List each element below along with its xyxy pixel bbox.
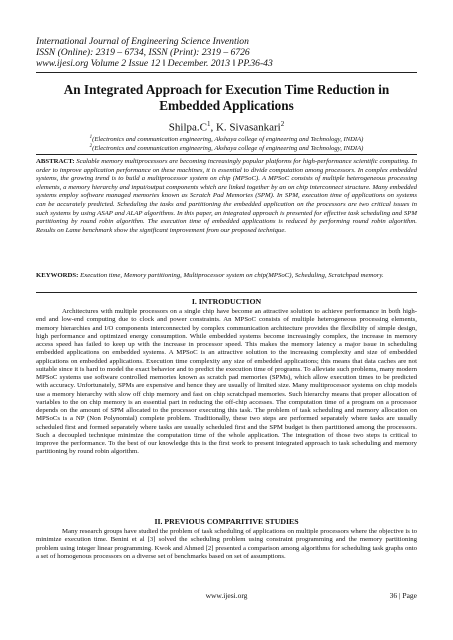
section-paragraph <box>36 308 417 457</box>
journal-volume: www.ijesi.org Volume 2 Issue 12 ǁ December. 2013 ǁ PP.36-43 <box>36 58 273 69</box>
paper-title: An Integrated Approach for Execution Time Reduction in Embedded Applications <box>63 82 390 113</box>
journal-header <box>36 36 416 69</box>
section-text: Architectures with multiple processors on a single chip have become an attractive solution to achieve performance in both high-end and low-end computing due to clock and power constraints. An MPSoC consists of multiple heterogeneous processing elements, memory hierarchies and I/O components interconnected by complex communication architecture provides the flexibility of simple design, high performance and optimized energy consumption. While embedded systems become increasingly complex, the increase in memory access speed has failed to keep up with the increase in processor speed. This makes the memory latency a major issue in scheduling embedded applications on embedded systems. A MPSoC is an attractive solution to the increasing complexity and size of embedded applications on embedded applications. Execution time complexity any size of embedded applications; this means that data caches are not suitable since it is hard to model the exact behavior and to predict the execution time of programs. To alleviate such problems, many modern MPSoC systems use software controlled memories known as scratch pad memories (SPMs), which allow execution times to be predicted with accuracy. Unfortunately, SPMs are expensive and hence they are usually of limited size. Many multiprocessor systems on chip models use a memory hierarchy with slow off chip memory and fast on chip scratchpad memories. Such hierarchy means that proper allocation of variables to the on chip memory is an essential part in reducing the off-chip accesses. The computation time of a program on a processor depends on the amount of SPM allocated to the processor executing this task. The problem of task scheduling and memory allocation on MPSoCs is a NP (Non Polynomial) complete problem. Traditionally, these two steps are performed separately where tasks are usually scheduled first and formed separately where tasks are usually scheduled first and the SPM budget is then partitioned among the processors. Such a decoupled technique minimize the computation time of the whole application. The integration of those two steps is critical to improve the performance. To the best of our knowledge this is the first work to present integrated approach to task scheduling and memory partitioning by round robin algorithm. <box>36 308 417 456</box>
affiliation-text: (Electronics and communication engineering, Akshaya college of engineering and Technology, INDIA) <box>92 136 364 144</box>
abstract-text: Scalable memory multiprocessors are becoming increasingly popular platforms for high-performance scientific computing. In order to improve application performance on these machines, it is essential to divide computation among processors. In complex embedded systems, the growing trend is to build a multiprocessor system on chip (MPSoC). A MPSoC consists of multiple heterogeneous processing elements, a memory hierarchy and input/output components which are linked together by an on chip interconnect structure. Many embedded systems employ software managed memories known as Scratch Pad Memories (SPM). In SPM, execution time of applications on systems can be accurately predicted. Scheduling the tasks and partitioning the embedded application on the processors are two critical issues in such systems by using ASAP and ALAP algorithms. In this paper, an integrated approach is presented for effective task scheduling and SPM partitioning by round robin algorithm. The execution time of embedded applications is reduced by performing round robin algorithm. Results on Lame benchmark show the significant improvement from our proposed technique. <box>36 158 417 234</box>
journal-name: International Journal of Engineering Science Invention <box>36 36 249 47</box>
author-sup: 1 <box>206 120 211 128</box>
author-name: K. Sivasankari <box>215 121 281 134</box>
paper-authors <box>36 120 417 134</box>
header-rule <box>36 72 417 73</box>
abstract-bottom-rule <box>36 292 417 293</box>
abstract-top-rule <box>36 154 417 155</box>
keywords-label: KEYWORDS: <box>36 272 79 279</box>
footer-url: www.ijesi.org <box>205 591 248 600</box>
journal-issn: ISSN (Online): 2319 – 6734, ISSN (Print): 2319 – 6726 <box>36 47 250 58</box>
section-text: Many research groups have studied the problem of task scheduling of applications on multiple processors where the objective is to minimize execution time. Benini et al [3] solved the scheduling problem using constraint programming and the memory partitioning problem using integer linear programming. Kwok and Ahmed [2] presented a comparison among algorithms for scheduling task graphs onto a set of homogenous processors on a diverse set of benchmarks based on set of assumptions. <box>36 528 417 560</box>
author-separator: , <box>210 121 216 134</box>
author-sup: 2 <box>280 120 285 128</box>
author-name: Shilpa.C <box>168 121 207 134</box>
keywords <box>36 272 417 281</box>
section-paragraph <box>36 528 417 561</box>
affiliation <box>36 143 417 153</box>
affiliation-sup: 1 <box>89 135 93 140</box>
keywords-text: Execution time, Memory partitioning, Multiprocessor system on chip(MPSoC), Scheduling, Scratchpad memory. <box>78 272 384 279</box>
affiliation-text: (Electronics and communication engineering, Akshaya college of engineering and Technology, INDIA) <box>92 145 364 153</box>
abstract-label: ABSTRACT: <box>36 158 75 165</box>
affiliation-sup: 2 <box>89 144 93 149</box>
page-number: 36 | Page <box>389 591 417 600</box>
abstract <box>36 158 417 235</box>
section-heading: I. INTRODUCTION <box>191 297 262 306</box>
section-heading: II. PREVIOUS COMPARITIVE STUDIES <box>154 517 299 526</box>
